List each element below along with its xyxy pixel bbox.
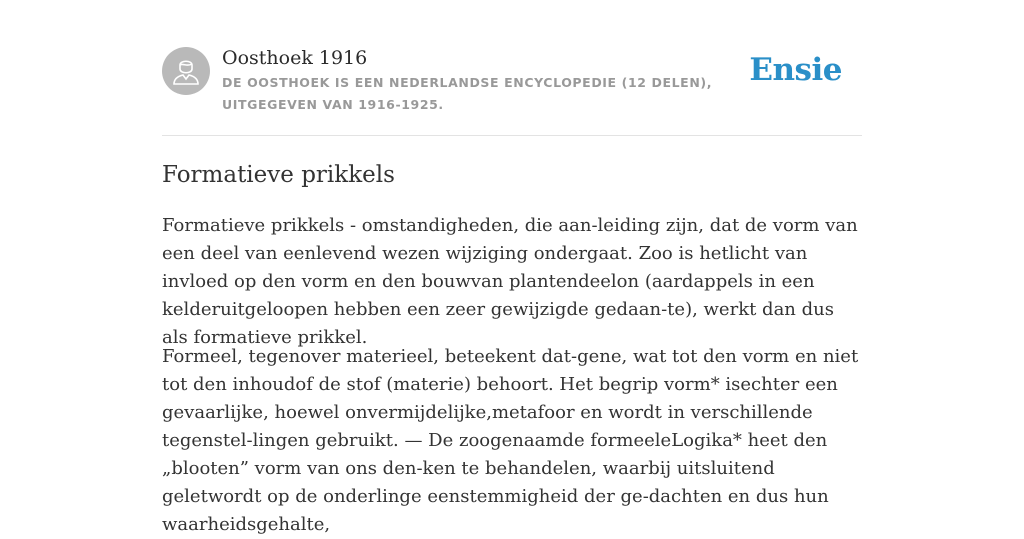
source-description: DE OOSTHOEK IS EEN NEDERLANDSE ENCYCLOPEDIE (12 DELEN), UITGEGEVEN VAN 1916-1925. [222, 75, 713, 112]
article-paragraph: Formeel, tegenover materieel, beteekent dat-gene, wat tot den vorm en niet tot den inhoudof de stof (materie) behoort. Het begrip vorm* isechter een gevaarlijke, hoewel onvermijdelijke,metafoor en wordt in verschillende tegenstel-lingen gebruikt. — De zoogenaamde formeeleLogika* heet den „blooten” vorm van ons den-ken te behandelen, waarbij uitsluitend geletwordt op de onderlinge eenstemmigheid der ge-dachten en dus hun waarheidsgehalte, [162, 346, 859, 535]
ensie-logo[interactable]: Ensie [749, 52, 842, 88]
article-paragraph: Formatieve prikkels - omstandigheden, die aan-leiding zijn, dat de vorm van een deel van eenlevend wezen wijziging ondergaat. Zoo is hetlicht van invloed op den vorm en den bouwvan plantendeelon (aardappels in een kelderuitgeloopen hebben een zeer gewijzigde gedaan-te), werkt dan dus als formatieve prikkel. [162, 215, 858, 348]
source-header [162, 0, 862, 136]
user-silhouette-icon [172, 56, 200, 86]
source-avatar[interactable] [162, 47, 210, 95]
source-title[interactable]: Oosthoek 1916 [222, 47, 368, 69]
page-container [162, 0, 862, 535]
article-title: Formatieve prikkels [162, 162, 395, 188]
